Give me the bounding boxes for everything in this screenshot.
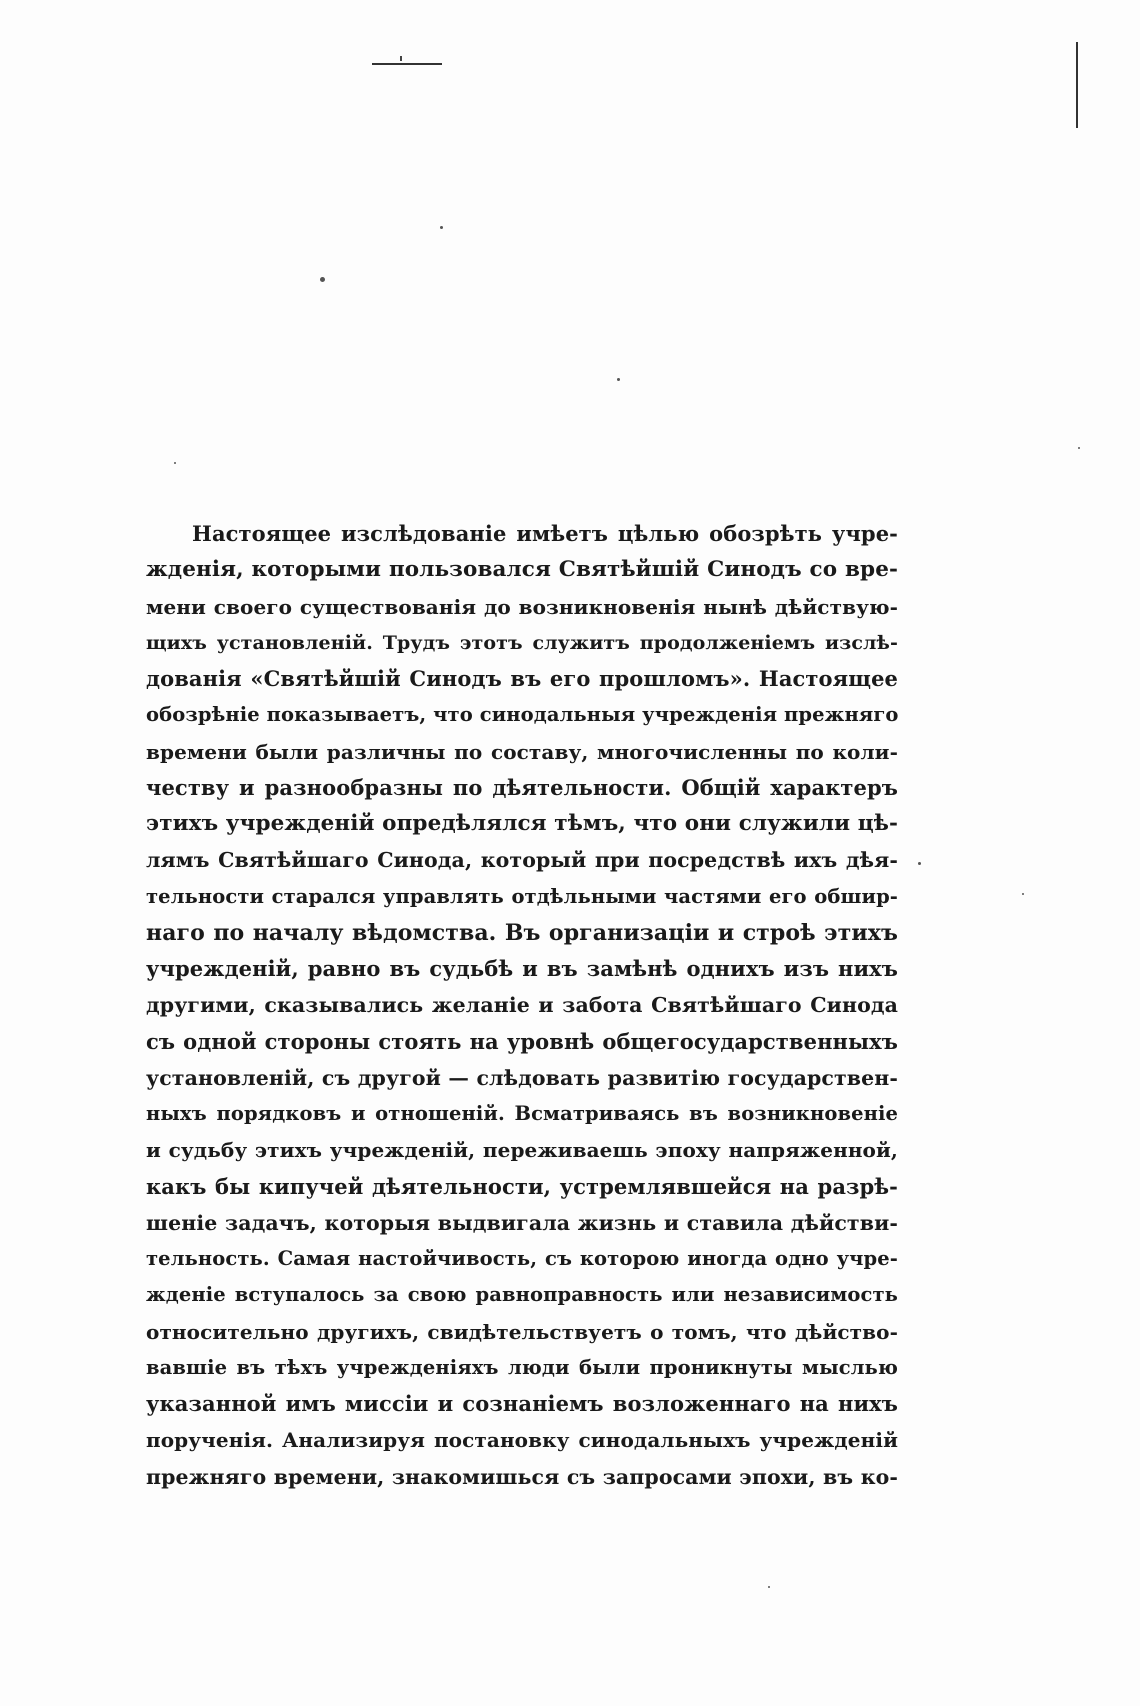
text-line: и судьбу этихъ учрежденій, переживаешь эпоху напряженной, — [146, 1138, 898, 1163]
text-line: щихъ установленій. Трудъ этотъ служитъ продолженіемъ изслѣ- — [146, 631, 898, 654]
page-edge-mark — [1076, 42, 1078, 128]
text-line: другими, сказывались желаніе и забота Святѣйшаго Синода — [146, 993, 898, 1018]
text-line: порученія. Анализируя постановку синодальныхъ учрежденій — [146, 1428, 898, 1453]
body-text — [146, 516, 898, 1495]
text-line: установленій, съ другой — слѣдовать развитію государствен- — [146, 1065, 898, 1090]
text-line: ныхъ порядковъ и отношеній. Всматриваясь въ возникновеніе — [146, 1102, 898, 1125]
header-rule — [372, 63, 442, 65]
text-line: указанной имъ миссіи и сознаніемъ возложеннаго на нихъ — [146, 1391, 898, 1416]
text-line: жденіе вступалось за свою равноправность или независимость — [146, 1283, 898, 1307]
text-line: Настоящее изслѣдованіе имѣетъ цѣлью обозрѣть учре- — [192, 521, 898, 546]
text-line: обозрѣніе показываетъ, что синодальныя учрежденія прежняго — [146, 703, 899, 727]
text-line: какъ бы кипучей дѣятельности, устремлявшейся на разрѣ- — [146, 1173, 898, 1199]
scan-speck — [320, 277, 325, 282]
scan-speck — [768, 1586, 770, 1588]
text-line: прежняго времени, знакомишься съ запросами эпохи, въ ко- — [146, 1464, 898, 1489]
text-line: жденія, которыми пользовался Святѣйшій Синодъ со вре- — [146, 557, 898, 583]
text-line: вавшіе въ тѣхъ учрежденіяхъ люди были проникнуты мыслью — [146, 1355, 898, 1379]
text-line: дованія «Святѣйшій Синодъ въ его прошломъ». Настоящее — [146, 666, 898, 691]
scan-speck — [617, 378, 620, 381]
scan-speck — [1022, 893, 1024, 895]
text-line: учрежденій, равно въ судьбѣ и въ замѣнѣ однихъ изъ нихъ — [146, 956, 898, 981]
header-rule-tick — [400, 56, 402, 61]
text-line: съ одной стороны стоять на уровнѣ общегосударственныхъ — [146, 1028, 898, 1054]
scan-speck — [174, 462, 176, 464]
scan-speck — [918, 862, 921, 865]
text-line: этихъ учрежденій опредѣлялся тѣмъ, что они служили цѣ- — [146, 811, 898, 836]
text-line: тельности старался управлять отдѣльными частями его обшир- — [146, 884, 898, 908]
text-line: лямъ Святѣйшаго Синода, который при посредствѣ ихъ дѣя- — [146, 848, 898, 873]
text-line: относительно другихъ, свидѣтельствуетъ о томъ, что дѣйство- — [146, 1319, 898, 1344]
text-line: честву и разнообразны по дѣятельности. Общій характеръ — [146, 774, 898, 800]
text-line: тельность. Самая настойчивость, съ которою иногда одно учре- — [146, 1247, 898, 1270]
scan-speck — [1078, 447, 1080, 449]
scan-speck — [440, 226, 443, 229]
text-line: шеніе задачъ, которыя выдвигала жизнь и ставила дѣйстви- — [146, 1210, 898, 1235]
text-line: наго по началу вѣдомства. Въ организаціи и строѣ этихъ — [146, 919, 898, 946]
text-line: мени своего существованія до возникновенія нынѣ дѣйствую- — [146, 594, 898, 619]
text-line: времени были различны по составу, многочисленны по коли- — [146, 739, 898, 764]
